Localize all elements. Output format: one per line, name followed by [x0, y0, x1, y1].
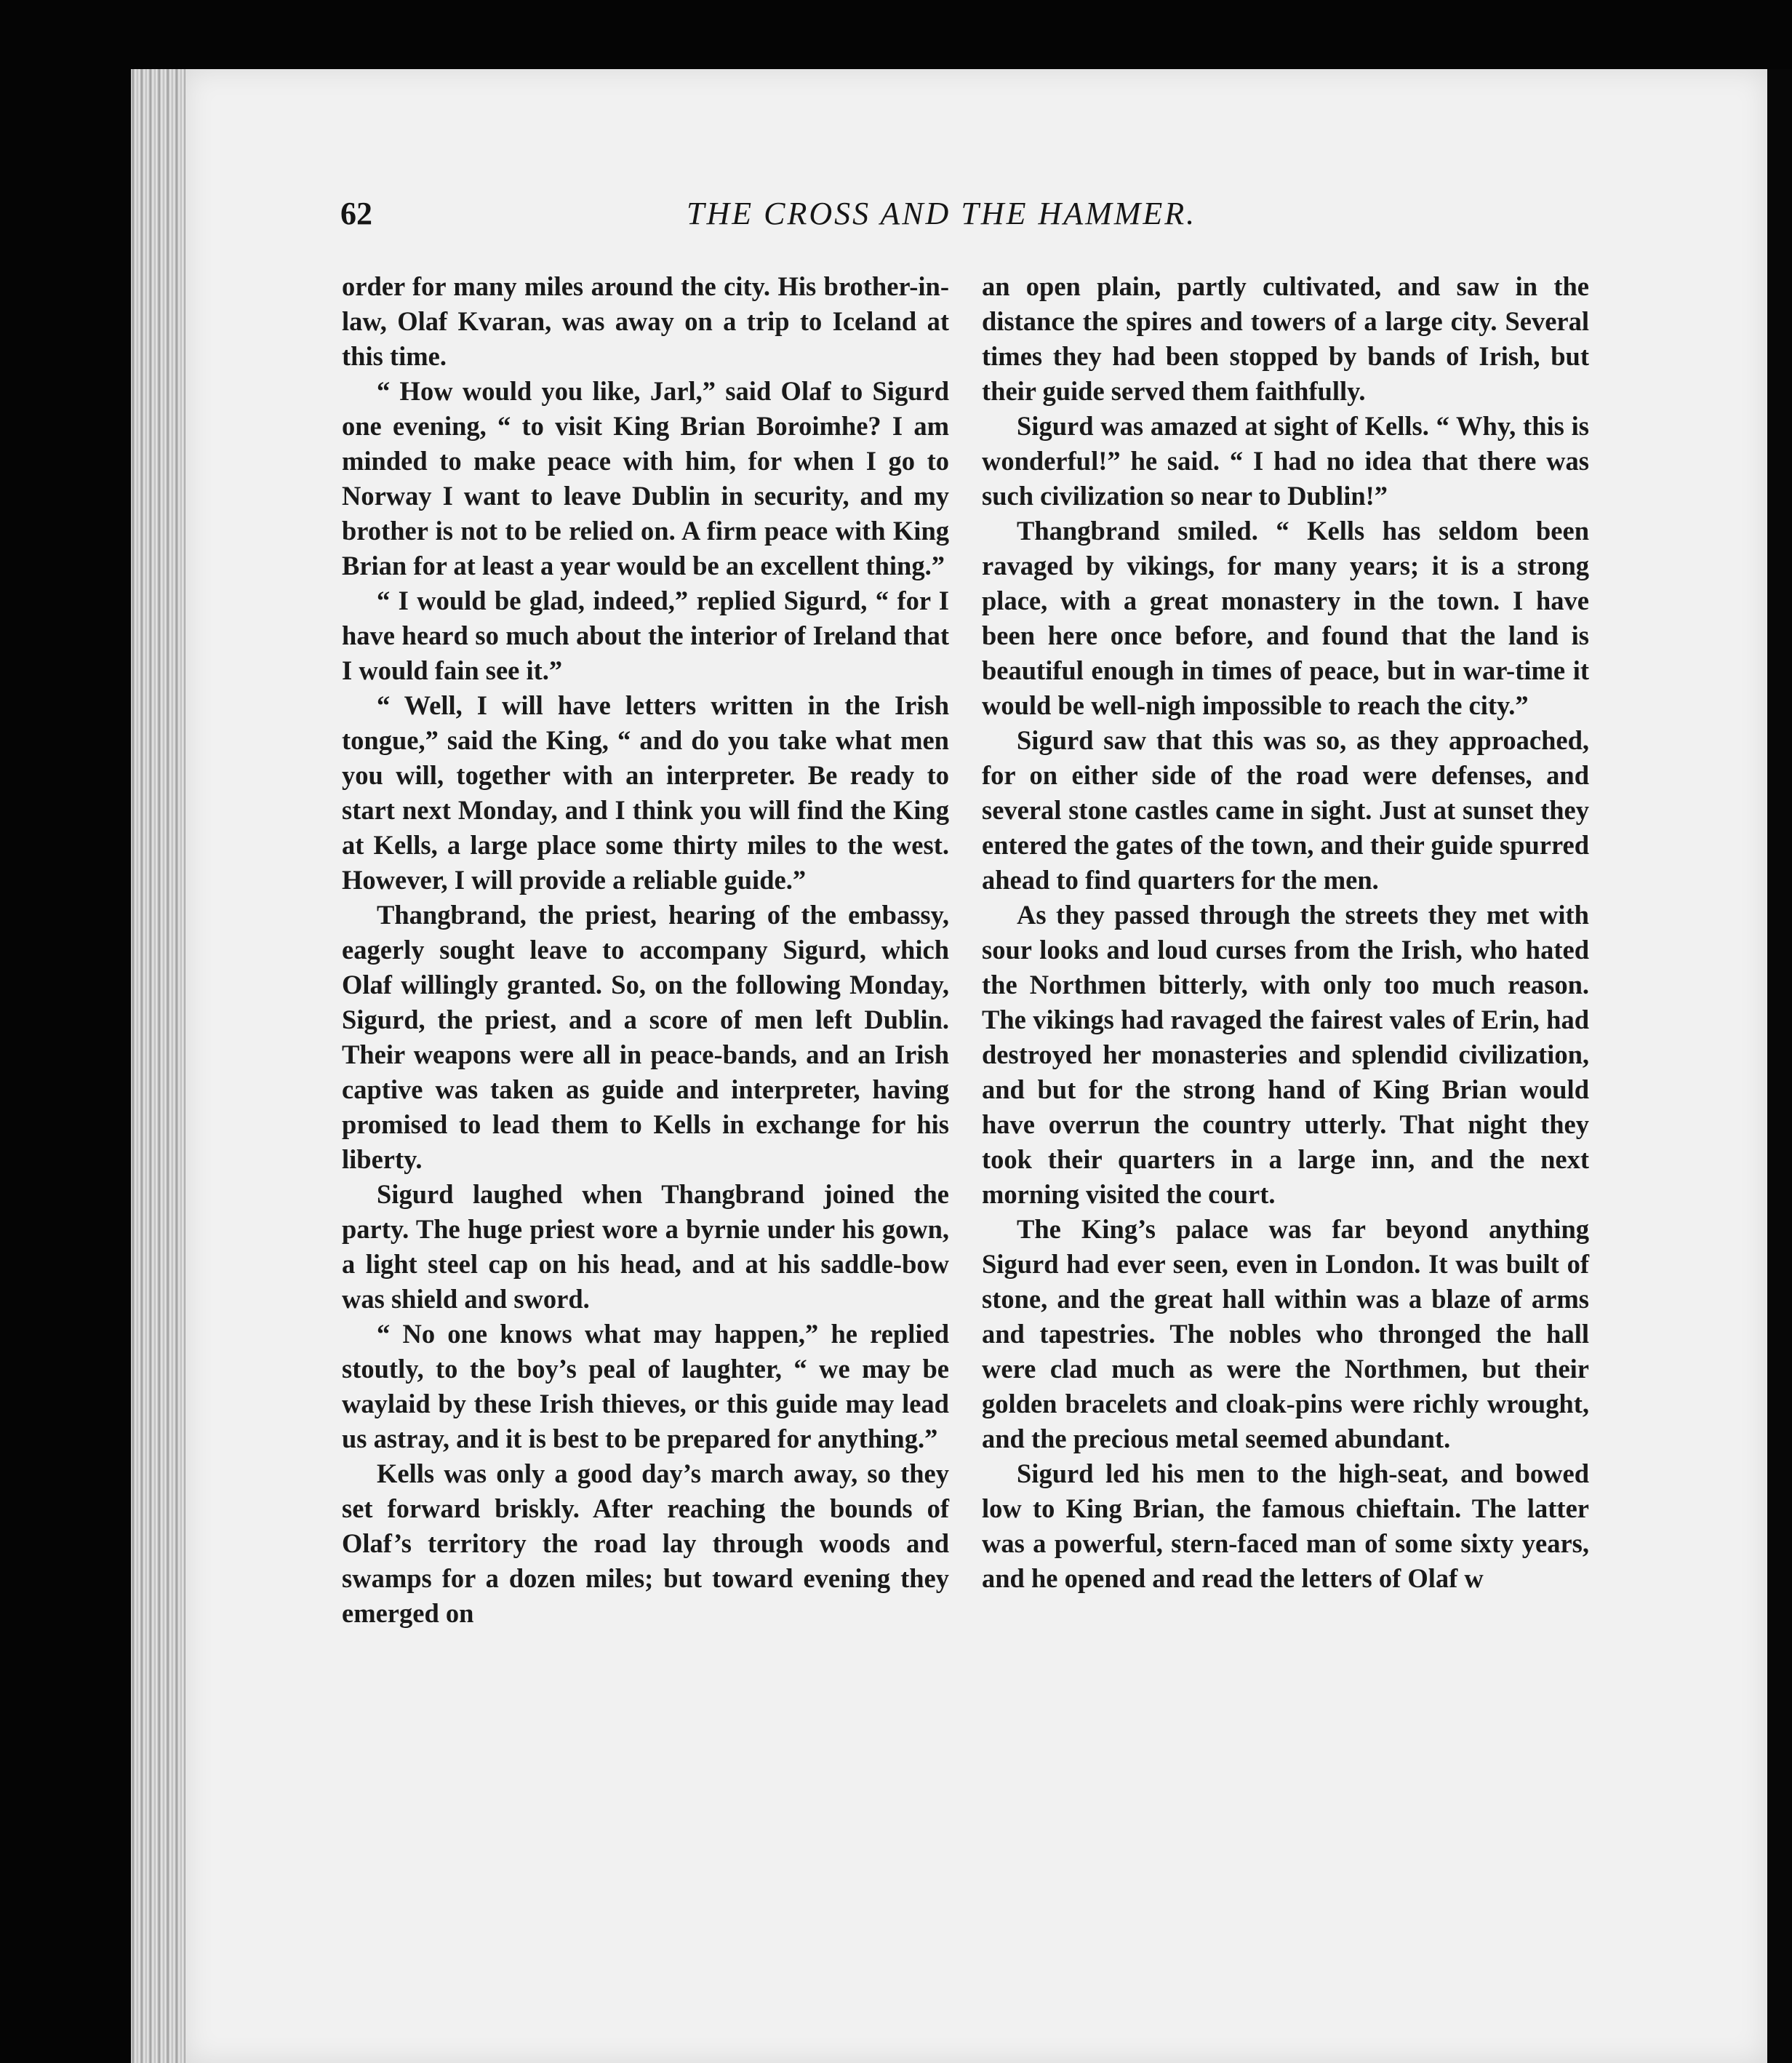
- left-text-column: [342, 269, 949, 1631]
- paragraph: “ No one knows what may happen,” he replied stoutly, to the boy’s peal of laughter, “ we may be waylaid by these Irish thieves, or this guide may lead us astray, and it is best to be prepared for anything.”: [342, 1319, 949, 1453]
- paragraph: “ How would you like, Jarl,” said Olaf to Sigurd one evening, “ to visit King Brian Boroimhe? I am minded to make peace with him, for when I go to Norway I want to leave Dublin in security, and my brother is not to be relied on. A firm peace with King Brian for at least a year would be an excellent thing.”: [342, 376, 949, 580]
- paragraph: Sigurd was amazed at sight of Kells. “ Why, this is wonderful!” he said. “ I had no idea that there was such civilization so near to Dublin!”: [982, 411, 1589, 511]
- paragraph: Kells was only a good day’s march away, so they set forward briskly. After reaching the bounds of Olaf’s territory the road lay through woods and swamps for a dozen miles; but toward evening they emerged on: [342, 1459, 949, 1628]
- paragraph: “ Well, I will have letters written in the Irish tongue,” said the King, “ and do you take what men you will, together with an interpreter. Be ready to start next Monday, and I think you will find the King at Kells, a large place some thirty miles to the west. However, I will provide a reliable guide.”: [342, 690, 949, 895]
- page-header: [340, 195, 1591, 246]
- paragraph: As they passed through the streets they met with sour looks and loud curses from the Irish, who hated the Northmen bitterly, with only too much reason. The vikings had ravaged the fairest vales of Erin, had destroyed her monasteries and splendid civilization, and but for the strong hand of King Brian would have overrun the country utterly. That night they took their quarters in a large inn, and the next morning visited the court.: [982, 900, 1589, 1209]
- right-text-column: [982, 269, 1589, 1596]
- paragraph: The King’s palace was far beyond anything Sigurd had ever seen, even in London. It was built of stone, and the great hall within was a blaze of arms and tapestries. The nobles who thronged the hall were clad much as were the Northmen, but their golden bracelets and cloak-pins were richly wrought, and the precious metal seemed abundant.: [982, 1214, 1589, 1453]
- paragraph: Thangbrand, the priest, hearing of the embassy, eagerly sought leave to accompany Sigurd, which Olaf willingly granted. So, on the following Monday, Sigurd, the priest, and a score of men left Dublin. Their weapons were all in peace-bands, and an Irish captive was taken as guide and interpreter, having promised to lead them to Kells in exchange for his liberty.: [342, 900, 949, 1174]
- page-edge: [1767, 69, 1792, 2063]
- running-title: THE CROSS AND THE HAMMER.: [687, 196, 1197, 231]
- paragraph: Sigurd led his men to the high-seat, and bowed low to King Brian, the famous chieftain. The latter was a powerful, stern-faced man of some sixty years, and he opened and read the letters of Olaf w: [982, 1459, 1589, 1593]
- paragraph: Sigurd saw that this was so, as they approached, for on either side of the road were defenses, and several stone castles came in sight. Just at sunset they entered the gates of the town, and their guide spurred ahead to find quarters for the men.: [982, 725, 1589, 895]
- paragraph: Thangbrand smiled. “ Kells has seldom been ravaged by vikings, for many years; it is a strong place, with a great monastery in the town. I have been here once before, and found that the land is beautiful enough in times of peace, but in war-time it would be well-nigh impossible to reach the city.”: [982, 516, 1589, 720]
- book-binding: [131, 69, 185, 2063]
- paragraph: an open plain, partly cultivated, and saw in the distance the spires and towers of a large city. Several times they had been stopped by bands of Irish, but their guide served them faithfully.: [982, 271, 1589, 406]
- paragraph: “ I would be glad, indeed,” replied Sigurd, “ for I have heard so much about the interior of Ireland that I would fain see it.”: [342, 586, 949, 685]
- page-number: 62: [340, 196, 372, 231]
- paragraph: order for many miles around the city. His brother-in-law, Olaf Kvaran, was away on a trip to Iceland at this time.: [342, 271, 949, 371]
- paragraph: Sigurd laughed when Thangbrand joined the party. The huge priest wore a byrnie under his gown, a light steel cap on his head, and at his saddle-bow was shield and sword.: [342, 1179, 949, 1314]
